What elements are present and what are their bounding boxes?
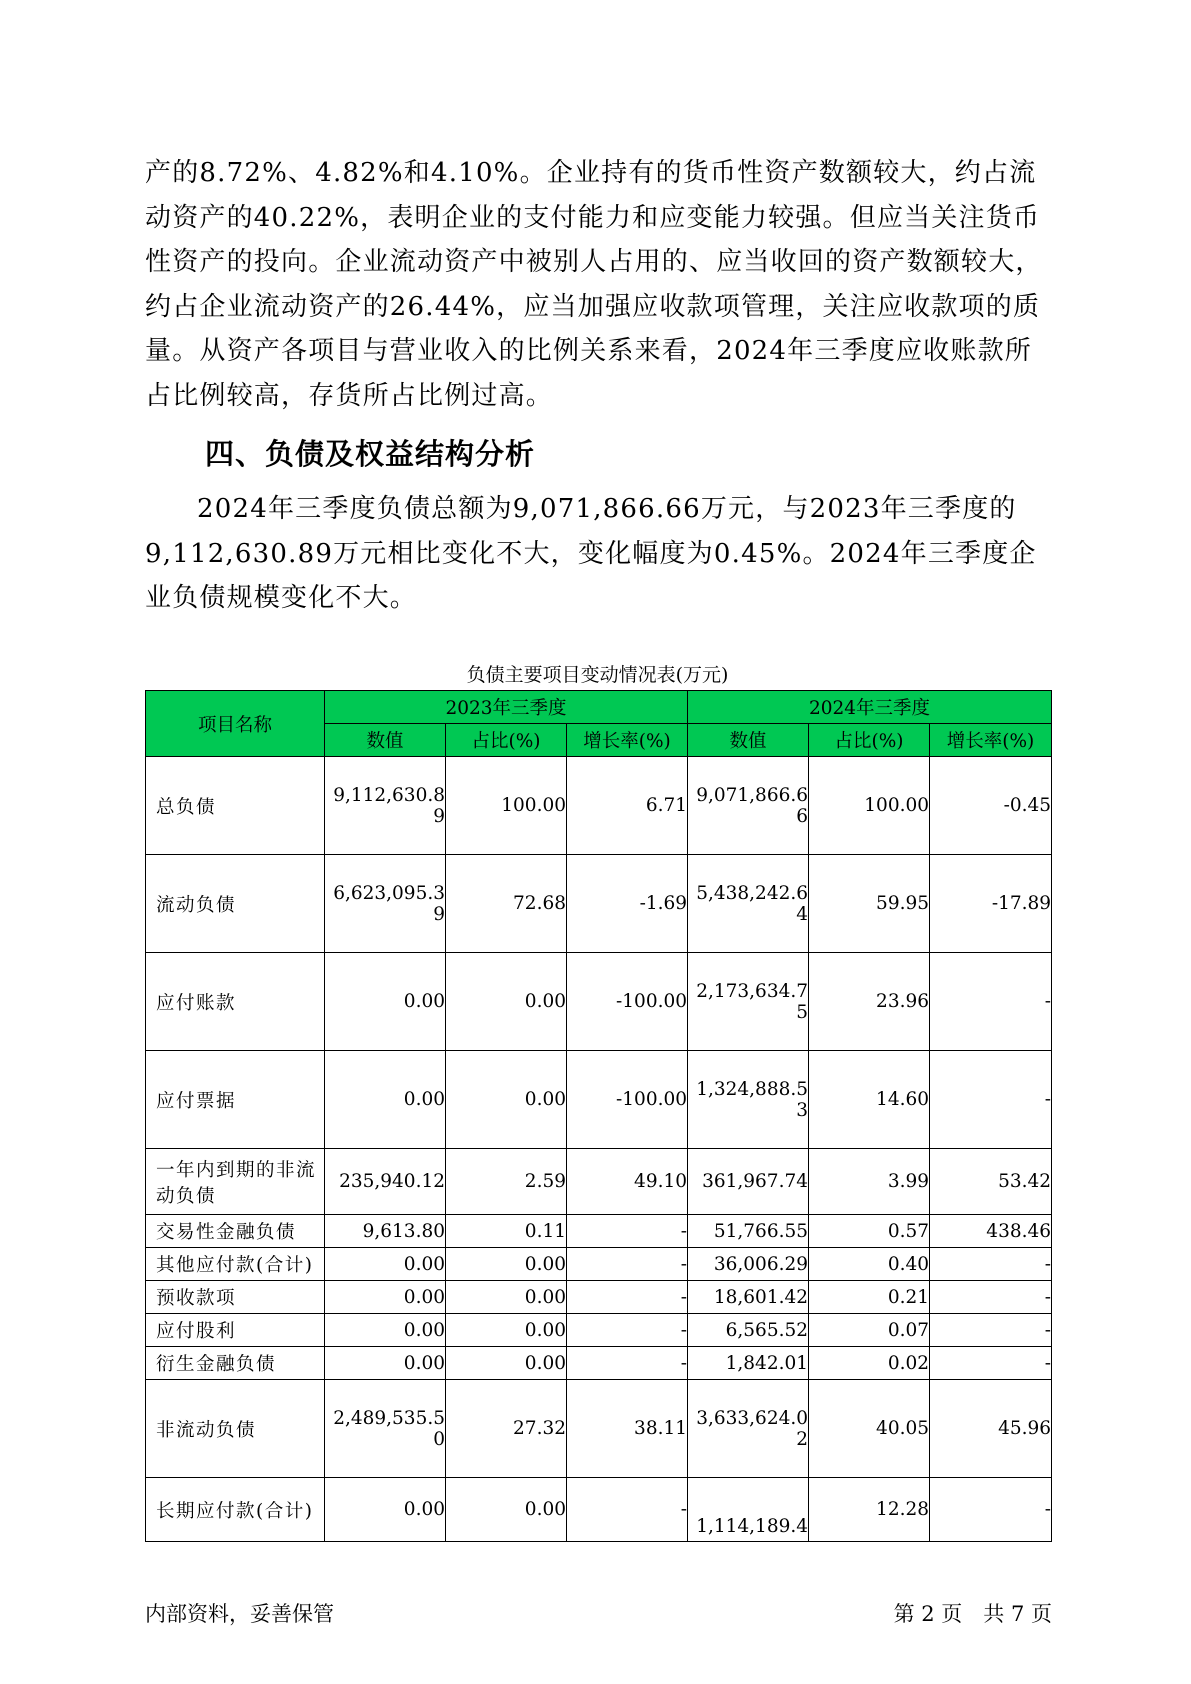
footer-page-number: 第 2 页 共 7 页 <box>893 1602 1052 1626</box>
liabilities-table <box>145 690 1052 1542</box>
cell-growth-2024: 438.46 <box>930 1215 1052 1248</box>
cell-value-2024: 1,842.01 <box>688 1347 809 1380</box>
cell-growth-2024: -17.89 <box>930 855 1052 953</box>
table-row <box>146 1215 1052 1248</box>
header-value-2023: 数值 <box>325 724 446 757</box>
cell-share-2024: 12.28 <box>809 1478 930 1542</box>
cell-growth-2024: - <box>930 1248 1052 1281</box>
row-label: 一年内到期的非流动负债 <box>146 1149 325 1215</box>
cell-value-2024: 51,766.55 <box>688 1215 809 1248</box>
cell-value-2024: 2,173,634.75 <box>688 953 809 1051</box>
cell-growth-2024: 53.42 <box>930 1149 1052 1215</box>
cell-growth-2024: - <box>930 1347 1052 1380</box>
table-row <box>146 1281 1052 1314</box>
cell-share-2023: 0.00 <box>446 953 567 1051</box>
cell-value-2024: 9,071,866.66 <box>688 757 809 855</box>
header-period-2023: 2023年三季度 <box>325 691 688 724</box>
cell-growth-2024: - <box>930 1051 1052 1149</box>
cell-share-2024: 23.96 <box>809 953 930 1051</box>
cell-share-2023: 0.00 <box>446 1314 567 1347</box>
table-row <box>146 757 1052 855</box>
cell-share-2024: 0.40 <box>809 1248 930 1281</box>
cell-share-2024: 0.21 <box>809 1281 930 1314</box>
cell-share-2023: 0.00 <box>446 1248 567 1281</box>
table-row <box>146 1248 1052 1281</box>
cell-value-2023: 9,112,630.89 <box>325 757 446 855</box>
cell-value-2024: 1,114,189.4 <box>688 1478 809 1542</box>
cell-growth-2024: - <box>930 1478 1052 1542</box>
row-label: 其他应付款(合计) <box>146 1248 325 1281</box>
cell-value-2023: 0.00 <box>325 953 446 1051</box>
footer-confidential-note: 内部资料，妥善保管 <box>145 1602 334 1626</box>
table-row <box>146 1051 1052 1149</box>
cell-share-2024: 59.95 <box>809 855 930 953</box>
cell-share-2023: 100.00 <box>446 757 567 855</box>
table-row <box>146 1149 1052 1215</box>
cell-share-2023: 0.11 <box>446 1215 567 1248</box>
row-label: 预收款项 <box>146 1281 325 1314</box>
header-growth-2024: 增长率(%) <box>930 724 1052 757</box>
cell-share-2024: 0.57 <box>809 1215 930 1248</box>
cell-share-2023: 0.00 <box>446 1051 567 1149</box>
cell-share-2024: 14.60 <box>809 1051 930 1149</box>
cell-share-2024: 40.05 <box>809 1380 930 1478</box>
cell-share-2023: 27.32 <box>446 1380 567 1478</box>
cell-growth-2024: - <box>930 953 1052 1051</box>
cell-value-2023: 0.00 <box>325 1248 446 1281</box>
cell-growth-2023: - <box>567 1347 688 1380</box>
cell-value-2023: 0.00 <box>325 1314 446 1347</box>
row-label: 非流动负债 <box>146 1380 325 1478</box>
section-heading-liabilities: 四、负债及权益结构分析 <box>205 437 536 471</box>
row-label: 应付账款 <box>146 953 325 1051</box>
cell-value-2024: 36,006.29 <box>688 1248 809 1281</box>
cell-growth-2023: - <box>567 1281 688 1314</box>
table-row <box>146 1478 1052 1542</box>
cell-growth-2023: 6.71 <box>567 757 688 855</box>
cell-value-2023: 9,613.80 <box>325 1215 446 1248</box>
cell-growth-2024: 45.96 <box>930 1380 1052 1478</box>
cell-growth-2023: - <box>567 1248 688 1281</box>
cell-share-2024: 0.02 <box>809 1347 930 1380</box>
header-growth-2023: 增长率(%) <box>567 724 688 757</box>
cell-share-2024: 3.99 <box>809 1149 930 1215</box>
analysis-paragraph-assets: 产的8.72%、4.82%和4.10%。企业持有的货币性资产数额较大，约占流动资产的40.22%，表明企业的支付能力和应变能力较强。但应当关注货币性资产的投向。企业流动资产中被别人占用的、应当收回的资产数额较大，约占企业流动资产的26.44%，应当加强应收款项管理，关注应收款项的质量。从资产各项目与营业收入的比例关系来看，2024年三季度应收账款所占比例较高，存货所占比例过高。 <box>145 158 1043 411</box>
cell-growth-2024: - <box>930 1314 1052 1347</box>
cell-value-2023: 0.00 <box>325 1051 446 1149</box>
row-label: 应付票据 <box>146 1051 325 1149</box>
cell-growth-2023: -1.69 <box>567 855 688 953</box>
cell-share-2023: 0.00 <box>446 1281 567 1314</box>
analysis-paragraph-liabilities: 2024年三季度负债总额为9,071,866.66万元，与2023年三季度的9,112,630.89万元相比变化不大，变化幅度为0.45%。2024年三季度企业负债规模变化不大。 <box>145 494 1037 613</box>
cell-value-2024: 361,967.74 <box>688 1149 809 1215</box>
cell-value-2024: 6,565.52 <box>688 1314 809 1347</box>
cell-growth-2023: - <box>567 1215 688 1248</box>
cell-share-2023: 72.68 <box>446 855 567 953</box>
cell-growth-2023: - <box>567 1314 688 1347</box>
cell-growth-2023: 49.10 <box>567 1149 688 1215</box>
cell-growth-2023: -100.00 <box>567 1051 688 1149</box>
cell-growth-2024: -0.45 <box>930 757 1052 855</box>
cell-growth-2023: -100.00 <box>567 953 688 1051</box>
cell-value-2023: 235,940.12 <box>325 1149 446 1215</box>
cell-value-2024: 3,633,624.02 <box>688 1380 809 1478</box>
cell-growth-2023: - <box>567 1478 688 1542</box>
row-label: 交易性金融负债 <box>146 1215 325 1248</box>
cell-share-2023: 0.00 <box>446 1347 567 1380</box>
cell-value-2024: 1,324,888.53 <box>688 1051 809 1149</box>
header-item-name: 项目名称 <box>146 691 325 757</box>
header-share-2024: 占比(%) <box>809 724 930 757</box>
table-row <box>146 855 1052 953</box>
row-label: 应付股利 <box>146 1314 325 1347</box>
row-label: 总负债 <box>146 757 325 855</box>
cell-share-2023: 2.59 <box>446 1149 567 1215</box>
header-value-2024: 数值 <box>688 724 809 757</box>
cell-value-2023: 0.00 <box>325 1281 446 1314</box>
row-label: 衍生金融负债 <box>146 1347 325 1380</box>
header-period-2024: 2024年三季度 <box>688 691 1052 724</box>
cell-growth-2023: 38.11 <box>567 1380 688 1478</box>
table-caption: 负债主要项目变动情况表(万元) <box>466 664 729 686</box>
row-label: 流动负债 <box>146 855 325 953</box>
cell-growth-2024: - <box>930 1281 1052 1314</box>
cell-value-2023: 0.00 <box>325 1347 446 1380</box>
cell-value-2024: 18,601.42 <box>688 1281 809 1314</box>
cell-share-2024: 100.00 <box>809 757 930 855</box>
cell-value-2023: 2,489,535.50 <box>325 1380 446 1478</box>
header-share-2023: 占比(%) <box>446 724 567 757</box>
table-row <box>146 1314 1052 1347</box>
row-label: 长期应付款(合计) <box>146 1478 325 1542</box>
table-row <box>146 1380 1052 1478</box>
cell-value-2023: 0.00 <box>325 1478 446 1542</box>
table-row <box>146 953 1052 1051</box>
table-row <box>146 1347 1052 1380</box>
cell-value-2023: 6,623,095.39 <box>325 855 446 953</box>
cell-share-2023: 0.00 <box>446 1478 567 1542</box>
cell-value-2024: 5,438,242.64 <box>688 855 809 953</box>
cell-share-2024: 0.07 <box>809 1314 930 1347</box>
